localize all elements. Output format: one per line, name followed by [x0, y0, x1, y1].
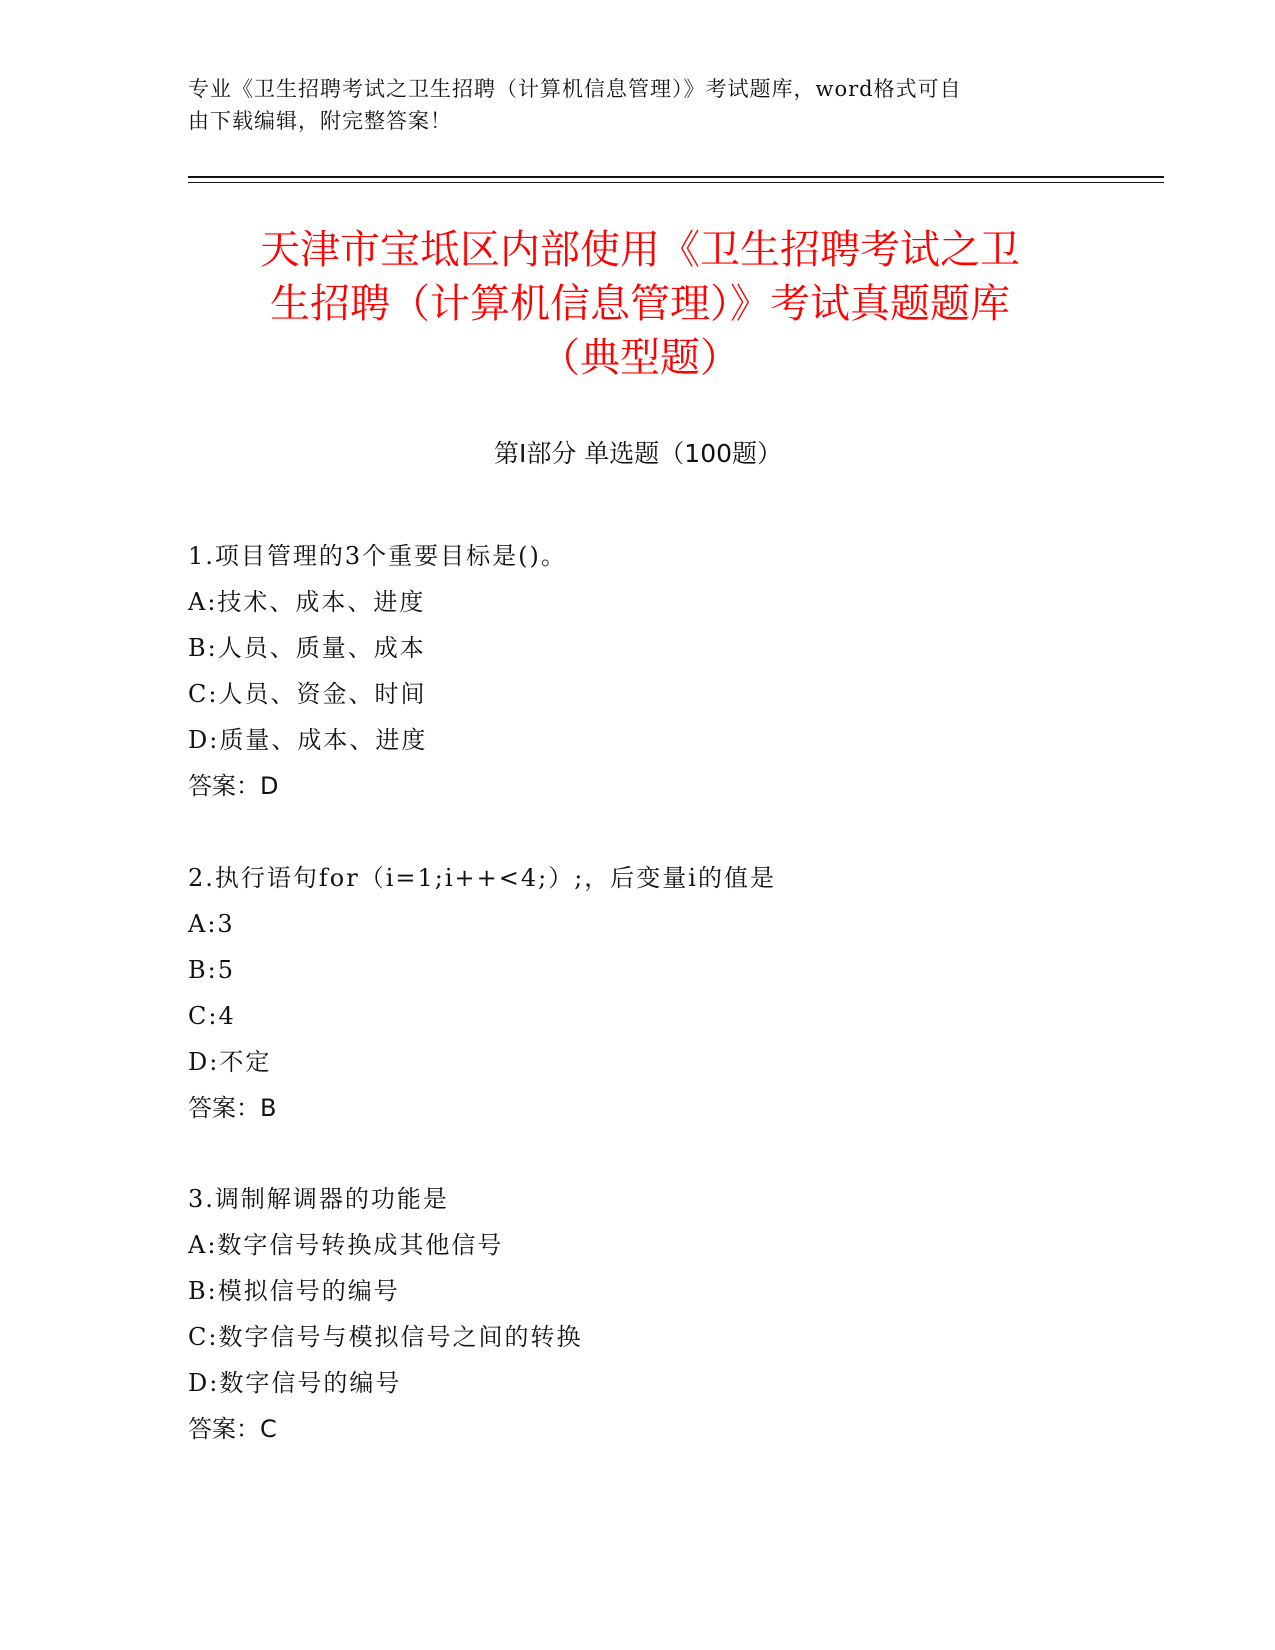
- document-title-line: （典型题）: [540, 335, 740, 381]
- header-divider-thick: [188, 176, 1164, 178]
- answer: 答案：D: [188, 772, 279, 800]
- question-3: [188, 1176, 1088, 1452]
- option-d: D:不定: [188, 1048, 272, 1076]
- option-a: A:数字信号转换成其他信号: [188, 1231, 504, 1259]
- question-stem: 3.调制解调器的功能是: [188, 1185, 449, 1213]
- option-c: C:4: [188, 1002, 236, 1030]
- section-title: 第Ⅰ部分 单选题（100题）: [493, 439, 783, 468]
- option-d: D:数字信号的编号: [188, 1369, 402, 1397]
- document-title-line: 生招聘（计算机信息管理）》考试真题题库: [270, 281, 1010, 327]
- question-stem: 2.执行语句for（i=1;i++<4;）;，后变量i的值是: [188, 864, 776, 892]
- option-b: B:模拟信号的编号: [188, 1277, 400, 1305]
- option-a: A:技术、成本、进度: [188, 588, 426, 616]
- header-note: [188, 73, 1088, 137]
- question-1: [188, 533, 1088, 809]
- question-2: [188, 855, 1088, 1131]
- option-c: C:数字信号与模拟信号之间的转换: [188, 1323, 583, 1351]
- header-note-line: 由下载编辑，附完整答案！: [188, 109, 452, 133]
- document-title-line: 天津市宝坻区内部使用《卫生招聘考试之卫: [260, 227, 1020, 273]
- option-b: B:人员、质量、成本: [188, 634, 426, 662]
- header-divider-thin: [188, 182, 1164, 183]
- header-note-line: 专业《卫生招聘考试之卫生招聘（计算机信息管理）》考试题库，word格式可自: [188, 77, 962, 101]
- answer: 答案：C: [188, 1415, 277, 1443]
- option-c: C:人员、资金、时间: [188, 680, 427, 708]
- question-stem: 1.项目管理的3个重要目标是()。: [188, 542, 567, 570]
- option-a: A:3: [188, 910, 235, 938]
- document-title: [190, 223, 1090, 385]
- option-b: B:5: [188, 956, 235, 984]
- answer: 答案：B: [188, 1094, 277, 1122]
- option-d: D:质量、成本、进度: [188, 726, 428, 754]
